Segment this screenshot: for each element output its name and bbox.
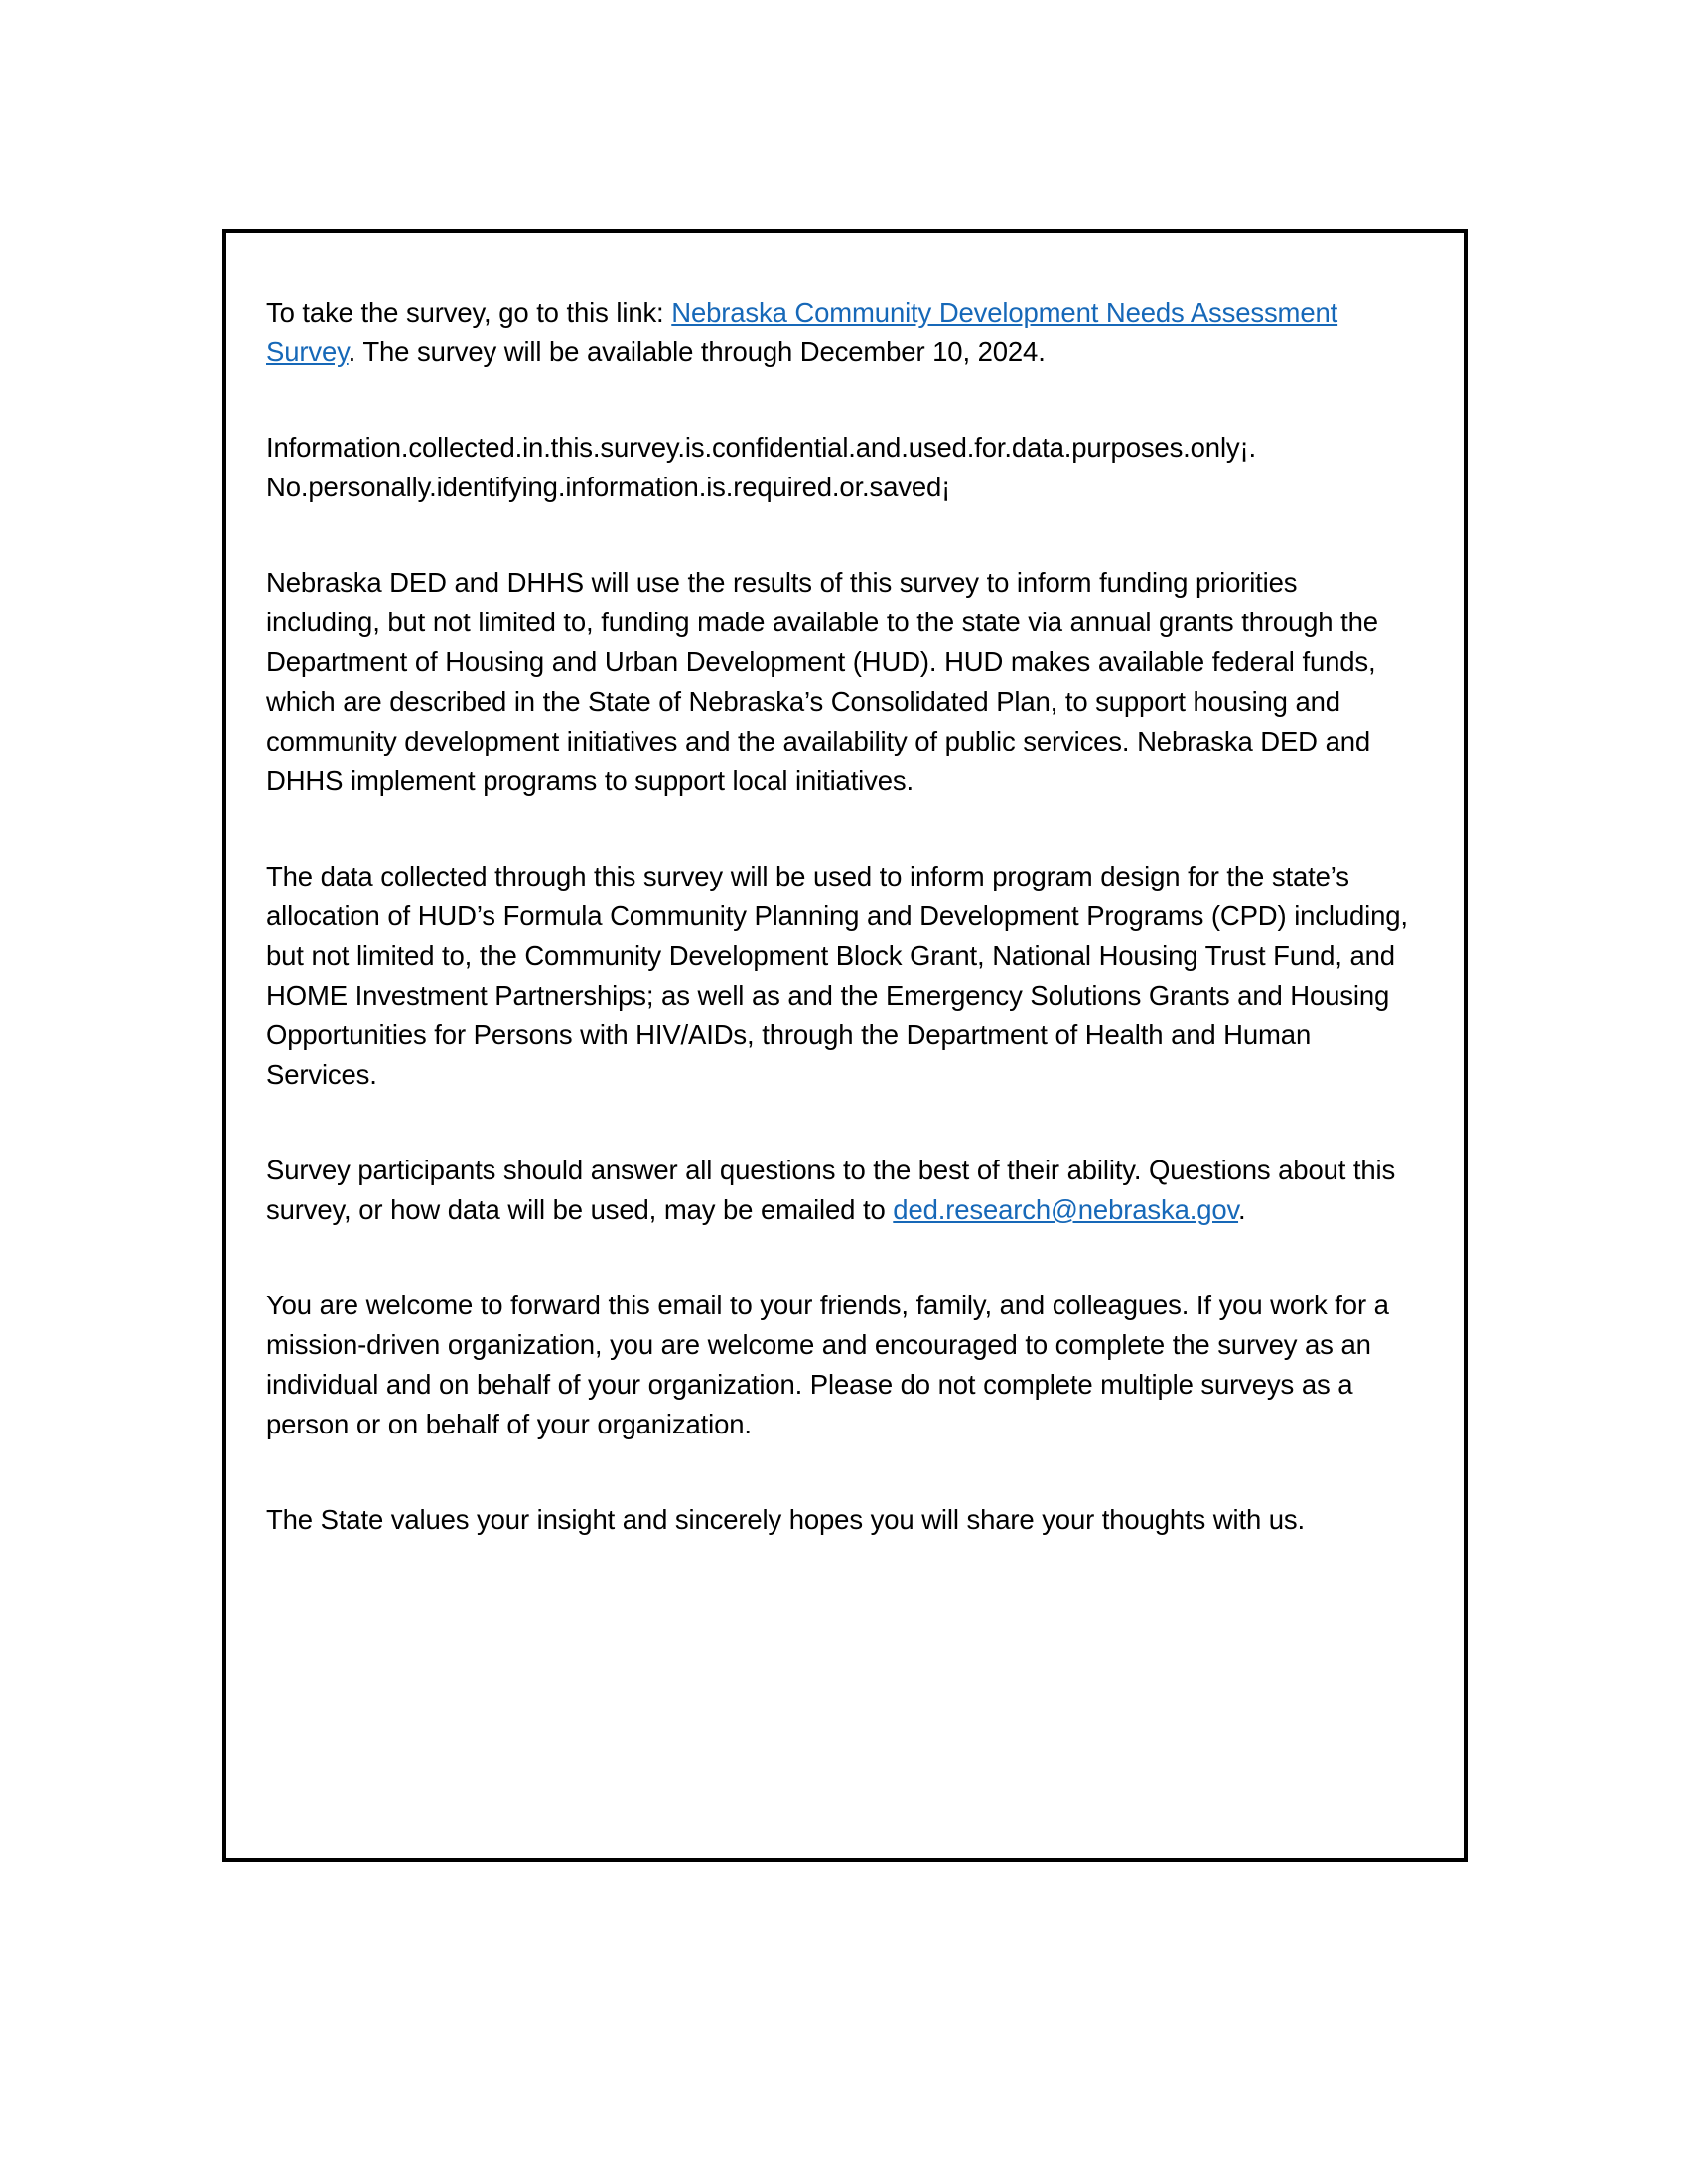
paragraph-confidentiality-notice [266,428,1408,507]
paragraph-closing-statement: The State values your insight and sincerely hopes you will share your thoughts with us. [266,1504,1306,1535]
email-tail-text: . [1238,1194,1246,1225]
paragraph-program-design: The data collected through this survey will be used to inform program design for the state’s allocation of HUD’s Formula Community Planning and Development Programs (CPD) including, but not limited to, the Community Development Block Grant, National Housing Trust Fund, and HOME Investment Partnerships; as well as and the Emergency Solutions Grants and Housing Opportunities for Persons with HIV/AIDs, through the Department of Health and Human Services. [266,861,1408,1090]
document-body [266,293,1408,1540]
confidentiality-line-2: No.personally.identifying.information.is.required.or.saved¡ [266,472,951,502]
confidentiality-line-1: Information.collected.in.this.survey.is.confidential.and.used.for.data.purposes.only¡. [266,432,1257,463]
paragraph-survey-link [266,293,1408,372]
email-hyperlink[interactable]: ded.research@nebraska.gov [893,1194,1239,1225]
survey-hyperlink[interactable]: Nebraska Community Development Needs Assessment Survey [266,297,1338,367]
paragraph-forwarding-instructions: You are welcome to forward this email to your friends, family, and colleagues. If you work for a mission-driven organization, you are welcome and encouraged to complete the survey as an individual and on behalf of your organization. Please do not complete multiple surveys as a person or on behalf of your organization. [266,1290,1389,1439]
email-lead-text: Survey participants should answer all questions to the best of their ability. Questions about this survey, or how data will be used, may be emailed to [266,1155,1396,1225]
survey-link-tail-text: . The survey will be available through December 10, 2024. [348,337,1046,367]
paragraph-participant-guidance [266,1151,1408,1230]
survey-link-lead-text: To take the survey, go to this link: [266,297,672,328]
paragraph-funding-priorities: Nebraska DED and DHHS will use the results of this survey to inform funding priorities including, but not limited to, funding made available to the state via annual grants through the Department of Housing and Urban Development (HUD). HUD makes available federal funds, which are described in the State of Nebraska’s Consolidated Plan, to support housing and community development initiatives and the availability of public services. Nebraska DED and DHHS implement programs to support local initiatives. [266,567,1378,796]
bordered-content-box [222,229,1468,1862]
